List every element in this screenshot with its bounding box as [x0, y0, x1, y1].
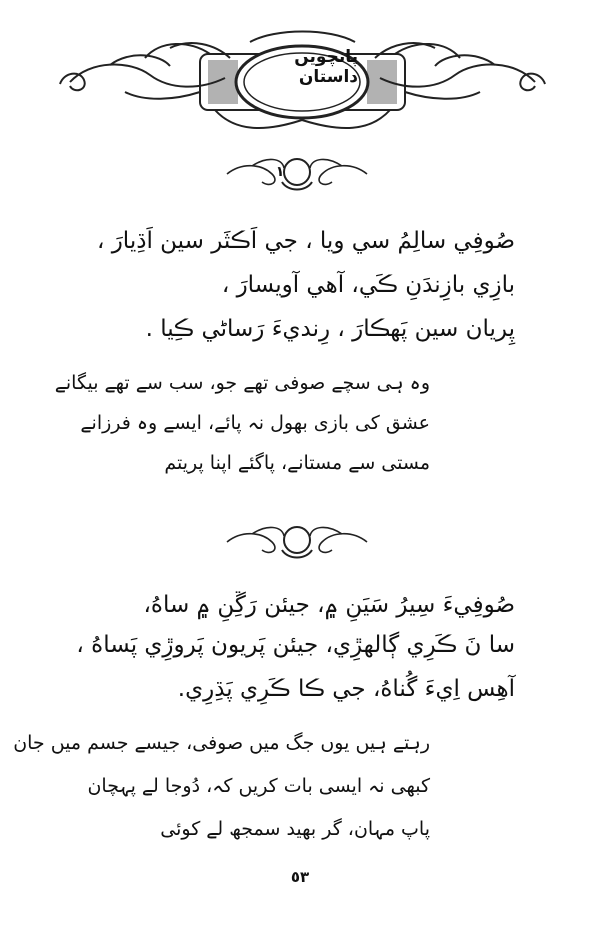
- urdu-verse-line: وہ ہی سچے صوفی تھے جو، سب سے تھے بیگانے: [54, 372, 430, 394]
- sindhi-verse-line: صُوفِي سالِمُ سي ويا ، جي اَڪثَر سين اَڌِيارَ ،: [96, 228, 515, 254]
- sindhi-verse-line: سا نَ ڪَرِي ڳالهڙِي، جيئن پَريون پَروڙِي پَساهُ ،: [76, 632, 515, 658]
- section-number: ١: [275, 164, 285, 180]
- sindhi-verse-line: بازِي بازِندَنِ ڪَي، آهي آويسارَ ،: [221, 272, 515, 298]
- urdu-verse-line: مستی سے مستانے، پاگئے اپنا پریتم: [164, 452, 430, 474]
- section-ornament-1: [222, 152, 372, 194]
- urdu-verse-line: کبھی نہ ایسی بات کریں کہ، دُوجا لے پہچان: [87, 775, 430, 797]
- page-number: ٥٣: [290, 868, 310, 886]
- sindhi-verse-line: آهِس اِيءَ گُناهُ، جي ڪا ڪَرِي پَڌِرِي.: [177, 676, 515, 702]
- section-ornament-2: [222, 520, 372, 562]
- urdu-verse-line: رہتے ہیں یوں جگ میں صوفی، جیسے جسم میں جان: [13, 732, 430, 754]
- sindhi-verse-line: پِريان سين پَهڪارَ ، رِنديءَ رَساڻي ڪِيا .: [145, 316, 515, 342]
- urdu-verse-line: عشق کی بازی بھول نہ پائے، ایسے وہ فرزانے: [80, 412, 430, 434]
- urdu-verse-line: پاپ مہان، گر بھید سمجھ لے کوئی: [160, 818, 430, 840]
- sindhi-verse-line: صُوفِيءَ سِيرُ سَيَنِ ۾، جيئن رَڱِنِ ۾ ساهُ،: [143, 592, 515, 618]
- chapter-title: پانچویں داستان: [294, 47, 358, 87]
